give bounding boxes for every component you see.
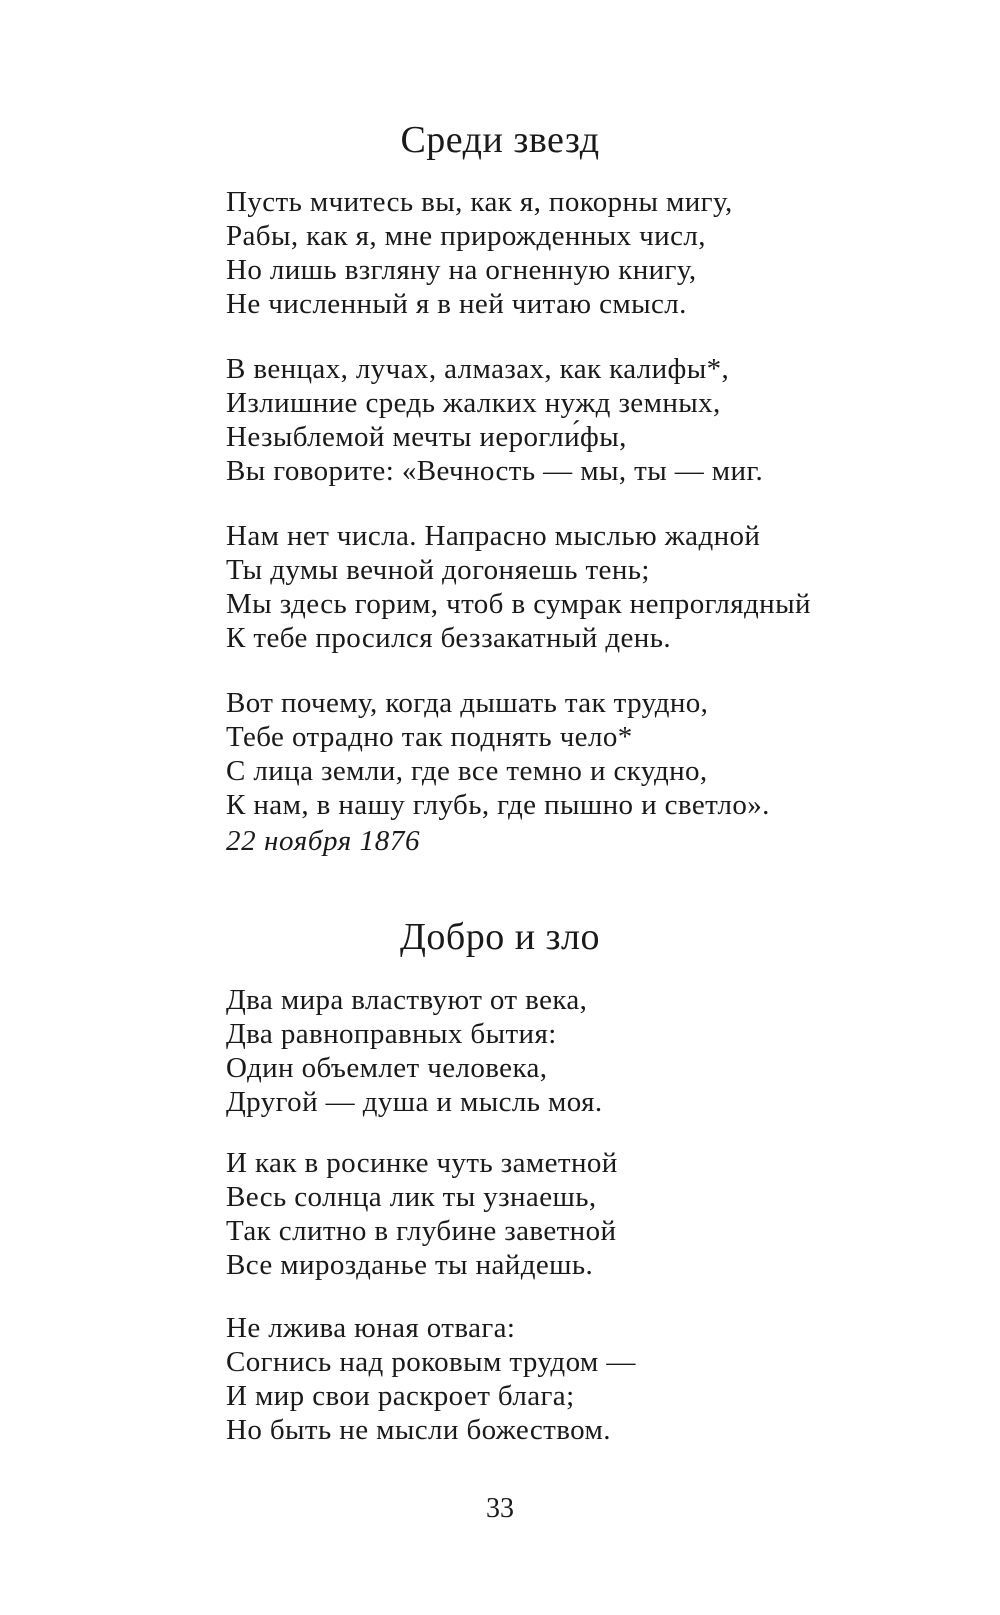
stanza (226, 352, 966, 488)
poem-line: Два мира властвуют от века, (226, 984, 588, 1016)
poem-line: Весь солнца лик ты узнаешь, (226, 1181, 597, 1213)
poem-line: И мир свои раскроет блага; (226, 1380, 575, 1412)
poem-body (226, 185, 966, 321)
poem-line: К нам, в нашу глубь, где пышно и светло». (226, 789, 770, 821)
stanza (226, 519, 966, 655)
poem-line: Вот почему, когда дышать так трудно, (226, 687, 709, 719)
poem-line: Два равноправных бытия: (226, 1018, 557, 1050)
poem-title: Среди звезд (400, 119, 600, 161)
poem-line: Пусть мчитесь вы, как я, покорны мигу, (226, 186, 733, 218)
poem-body (226, 1311, 966, 1447)
poem-body (226, 983, 966, 1119)
poem-line: Но лишь взгляну на огненную книгу, (226, 254, 697, 286)
poem-line: Ты думы вечной догоняешь тень; (226, 554, 650, 586)
poem-body (226, 352, 966, 488)
poem-line: Не численный я в ней читаю смысл. (226, 288, 687, 320)
stanza (226, 983, 966, 1119)
poem-line: Излишние средь жалких нужд земных, (226, 387, 721, 419)
poem-line: Нам нет числа. Напрасно мыслью жадной (226, 520, 761, 552)
poem-date: 22 ноября 1876 (226, 825, 421, 857)
poem-body (226, 1146, 966, 1282)
stanza (226, 1146, 966, 1282)
poem-body (226, 519, 966, 655)
poem-line: В венцах, лучах, алмазах, как калифы*, (226, 353, 730, 385)
poem-line: Незыблемой мечты иерогли́фы, (226, 421, 627, 453)
poem-line: Мы здесь горим, чтоб в сумрак непроглядный (226, 588, 811, 620)
poem-line: Но быть не мысли божеством. (226, 1414, 611, 1446)
poem-line: Не лжива юная отвага: (226, 1312, 516, 1344)
poem-line: Другой — душа и мысль моя. (226, 1086, 603, 1118)
poem-body (226, 686, 966, 858)
poem-line: И как в росинке чуть заметной (226, 1147, 618, 1179)
poem-line: Тебе отрадно так поднять чело* (226, 721, 633, 753)
poem-line: Согнись над роковым трудом — (226, 1346, 636, 1378)
poem-line: Так слитно в глубине заветной (226, 1215, 617, 1247)
poem-line: К тебе просился беззакатный день. (226, 622, 671, 654)
poem-line: Вы говорите: «Вечность — мы, ты — миг. (226, 455, 764, 487)
page-number: 33 (486, 1493, 514, 1524)
poem-line: Рабы, как я, мне прирожденных числ, (226, 220, 706, 252)
stanza (226, 185, 966, 321)
poem-line: Один объемлет человека, (226, 1052, 548, 1084)
poem-line: Все мирозданье ты найдешь. (226, 1249, 594, 1281)
poem-title: Добро и зло (399, 916, 601, 958)
poem-line: С лица земли, где все темно и скудно, (226, 755, 708, 787)
stanza (226, 686, 966, 822)
stanza (226, 1311, 966, 1447)
